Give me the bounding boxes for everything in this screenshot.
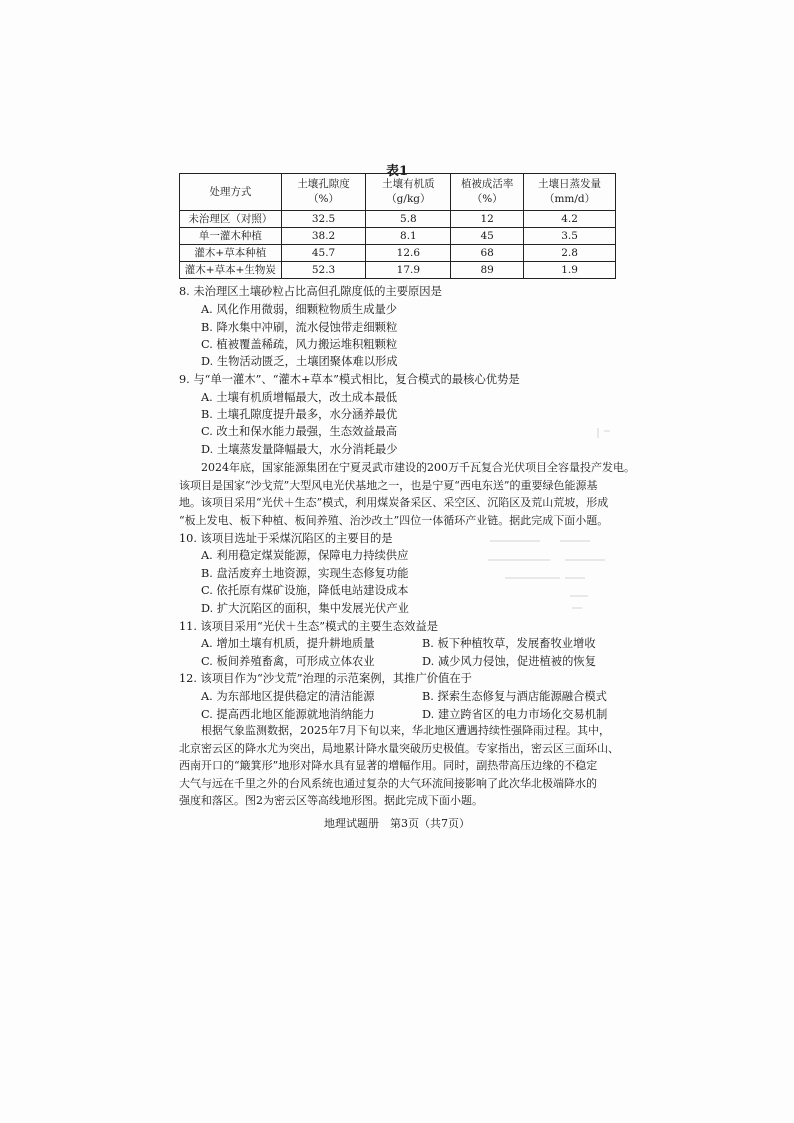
table-cell: 3.5 [524,228,616,245]
table-cell: 17.9 [366,262,451,279]
passage-line: “板上发电、板下种植、板间养殖、治沙改土”四位一体循环产业链。据此完成下面小题。 [179,513,609,527]
table-cell: 2.8 [524,245,616,262]
header-method: 处理方式 [180,174,282,211]
passage-rainfall [179,722,619,810]
q11-option-d: D. 减少风力侵蚀，促进植被的恢复 [422,655,596,668]
passage-line: 该项目是国家“沙戈荒”大型风电光伏基地之一，也是宁夏“西电东送”的重要绿色能源基 [179,478,598,492]
q11-option-a: A. 增加土壤有机质，提升耕地质量 [201,637,375,650]
header-survival-rate: 植被成活率 （%） [451,174,524,211]
data-table [179,173,616,279]
table-cell: 68 [451,245,524,262]
table-cell: 45.7 [281,245,366,262]
table-cell: 未治理区（对照） [180,211,282,228]
table-cell: 灌木+草本+生物炭 [180,262,282,279]
q8-option-b: B. 降水集中冲刷，流水侵蚀带走细颗粒 [201,321,398,334]
question-8-stem: 8. 未治理区土壤砂粒占比高但孔隙度低的主要原因是 [179,285,442,298]
table-row [180,245,616,262]
passage-line: 强度和落区。图2为密云区等高线地形图。据此完成下面小题。 [179,794,483,808]
q11-option-c: C. 板间养殖畜禽，可形成立体农业 [201,655,375,668]
table-cell: 45 [451,228,524,245]
question-9-stem: 9. 与“单一灌木”、“灌木+草本”模式相比，复合模式的最核心优势是 [179,373,520,386]
page-footer: 地理试题册 第3页（共7页） [324,817,470,830]
header-evaporation: 土壤日蒸发量 （mm/d） [524,174,616,211]
table-cell: 32.5 [281,211,366,228]
table-cell: 4.2 [524,211,616,228]
q9-option-d: D. 土壤蒸发量降幅最大，水分消耗最少 [201,443,398,456]
q12-option-c: C. 提高西北地区能源就地消纳能力 [201,708,375,721]
table-cell: 灌木+草本种植 [180,245,282,262]
table-cell: 12 [451,211,524,228]
q10-option-b: B. 盘活废弃土地资源，实现生态修复功能 [201,567,409,580]
header-organic-matter: 土壤有机质 （g/kg） [366,174,451,211]
passage-line: 地。该项目采用“光伏＋生态”模式，利用煤炭备采区、采空区、沉陷区及荒山荒坡，形成 [179,496,609,510]
table-cell: 38.2 [281,228,366,245]
table-cell: 52.3 [281,262,366,279]
table-cell: 89 [451,262,524,279]
passage-line: 根据气象监测数据，2025年7月下旬以来，华北地区遭遇持续性强降雨过程。其中， [179,724,610,737]
passage-line: 西南开口的“簸箕形”地形对降水具有显著的增幅作用。同时，副热带高压边缘的不稳定 [179,759,598,773]
q10-option-c: C. 依托原有煤矿设施，降低电站建设成本 [201,584,409,597]
q9-option-c: C. 改土和保水能力最强，生态效益最高 [201,425,398,438]
q10-option-a: A. 利用稳定煤炭能源，保障电力持续供应 [201,549,409,562]
table-row [180,211,616,228]
passage-photovoltaic [179,459,635,529]
table-row [180,228,616,245]
q12-option-b: B. 探索生态修复与酒店能源融合模式 [422,690,607,703]
table-cell: 12.6 [366,245,451,262]
table-header-row [180,174,616,211]
q12-option-d: D. 建立跨省区的电力市场化交易机制 [422,708,608,721]
q11-option-b: B. 板下种植牧草，发展畜牧业增收 [422,637,596,650]
q12-option-a: A. 为东部地区提供稳定的清洁能源 [201,690,375,703]
table-cell: 5.8 [366,211,451,228]
table-cell: 单一灌木种植 [180,228,282,245]
question-12-stem: 12. 该项目作为“沙戈荒”治理的示范案例，其推广价值在于 [179,672,472,685]
table-caption: 表1 [385,164,409,179]
passage-line: 2024年底，国家能源集团在宁夏灵武市建设的200万千瓦复合光伏项目全容量投产发电。 [179,461,635,474]
q8-option-c: C. 植被覆盖稀疏，风力搬运堆积粗颗粒 [201,338,398,351]
q9-option-a: A. 土壤有机质增幅最大，改土成本最低 [201,391,398,404]
q8-option-d: D. 生物活动匮乏，土壤团聚体难以形成 [201,355,398,368]
question-11-stem: 11. 该项目采用“光伏＋生态”模式的主要生态效益是 [179,620,439,633]
q9-option-b: B. 土壤孔隙度提升最多，水分涵养最优 [201,408,398,421]
table-cell: 1.9 [524,262,616,279]
table-cell: 8.1 [366,228,451,245]
header-porosity: 土壤孔隙度 （%） [281,174,366,211]
table-row [180,262,616,279]
q8-option-a: A. 风化作用微弱，细颗粒物质生成量少 [201,303,398,316]
q10-option-d: D. 扩大沉陷区的面积，集中发展光伏产业 [201,602,409,615]
passage-line: 大气与远在千里之外的台风系统也通过复杂的大气环流间接影响了此次华北极端降水的 [179,776,597,790]
question-10-stem: 10. 该项目选址于采煤沉陷区的主要目的是 [179,532,393,545]
passage-line: 北京密云区的降水尤为突出，局地累计降水量突破历史极值。专家指出，密云区三面环山、 [179,741,619,755]
